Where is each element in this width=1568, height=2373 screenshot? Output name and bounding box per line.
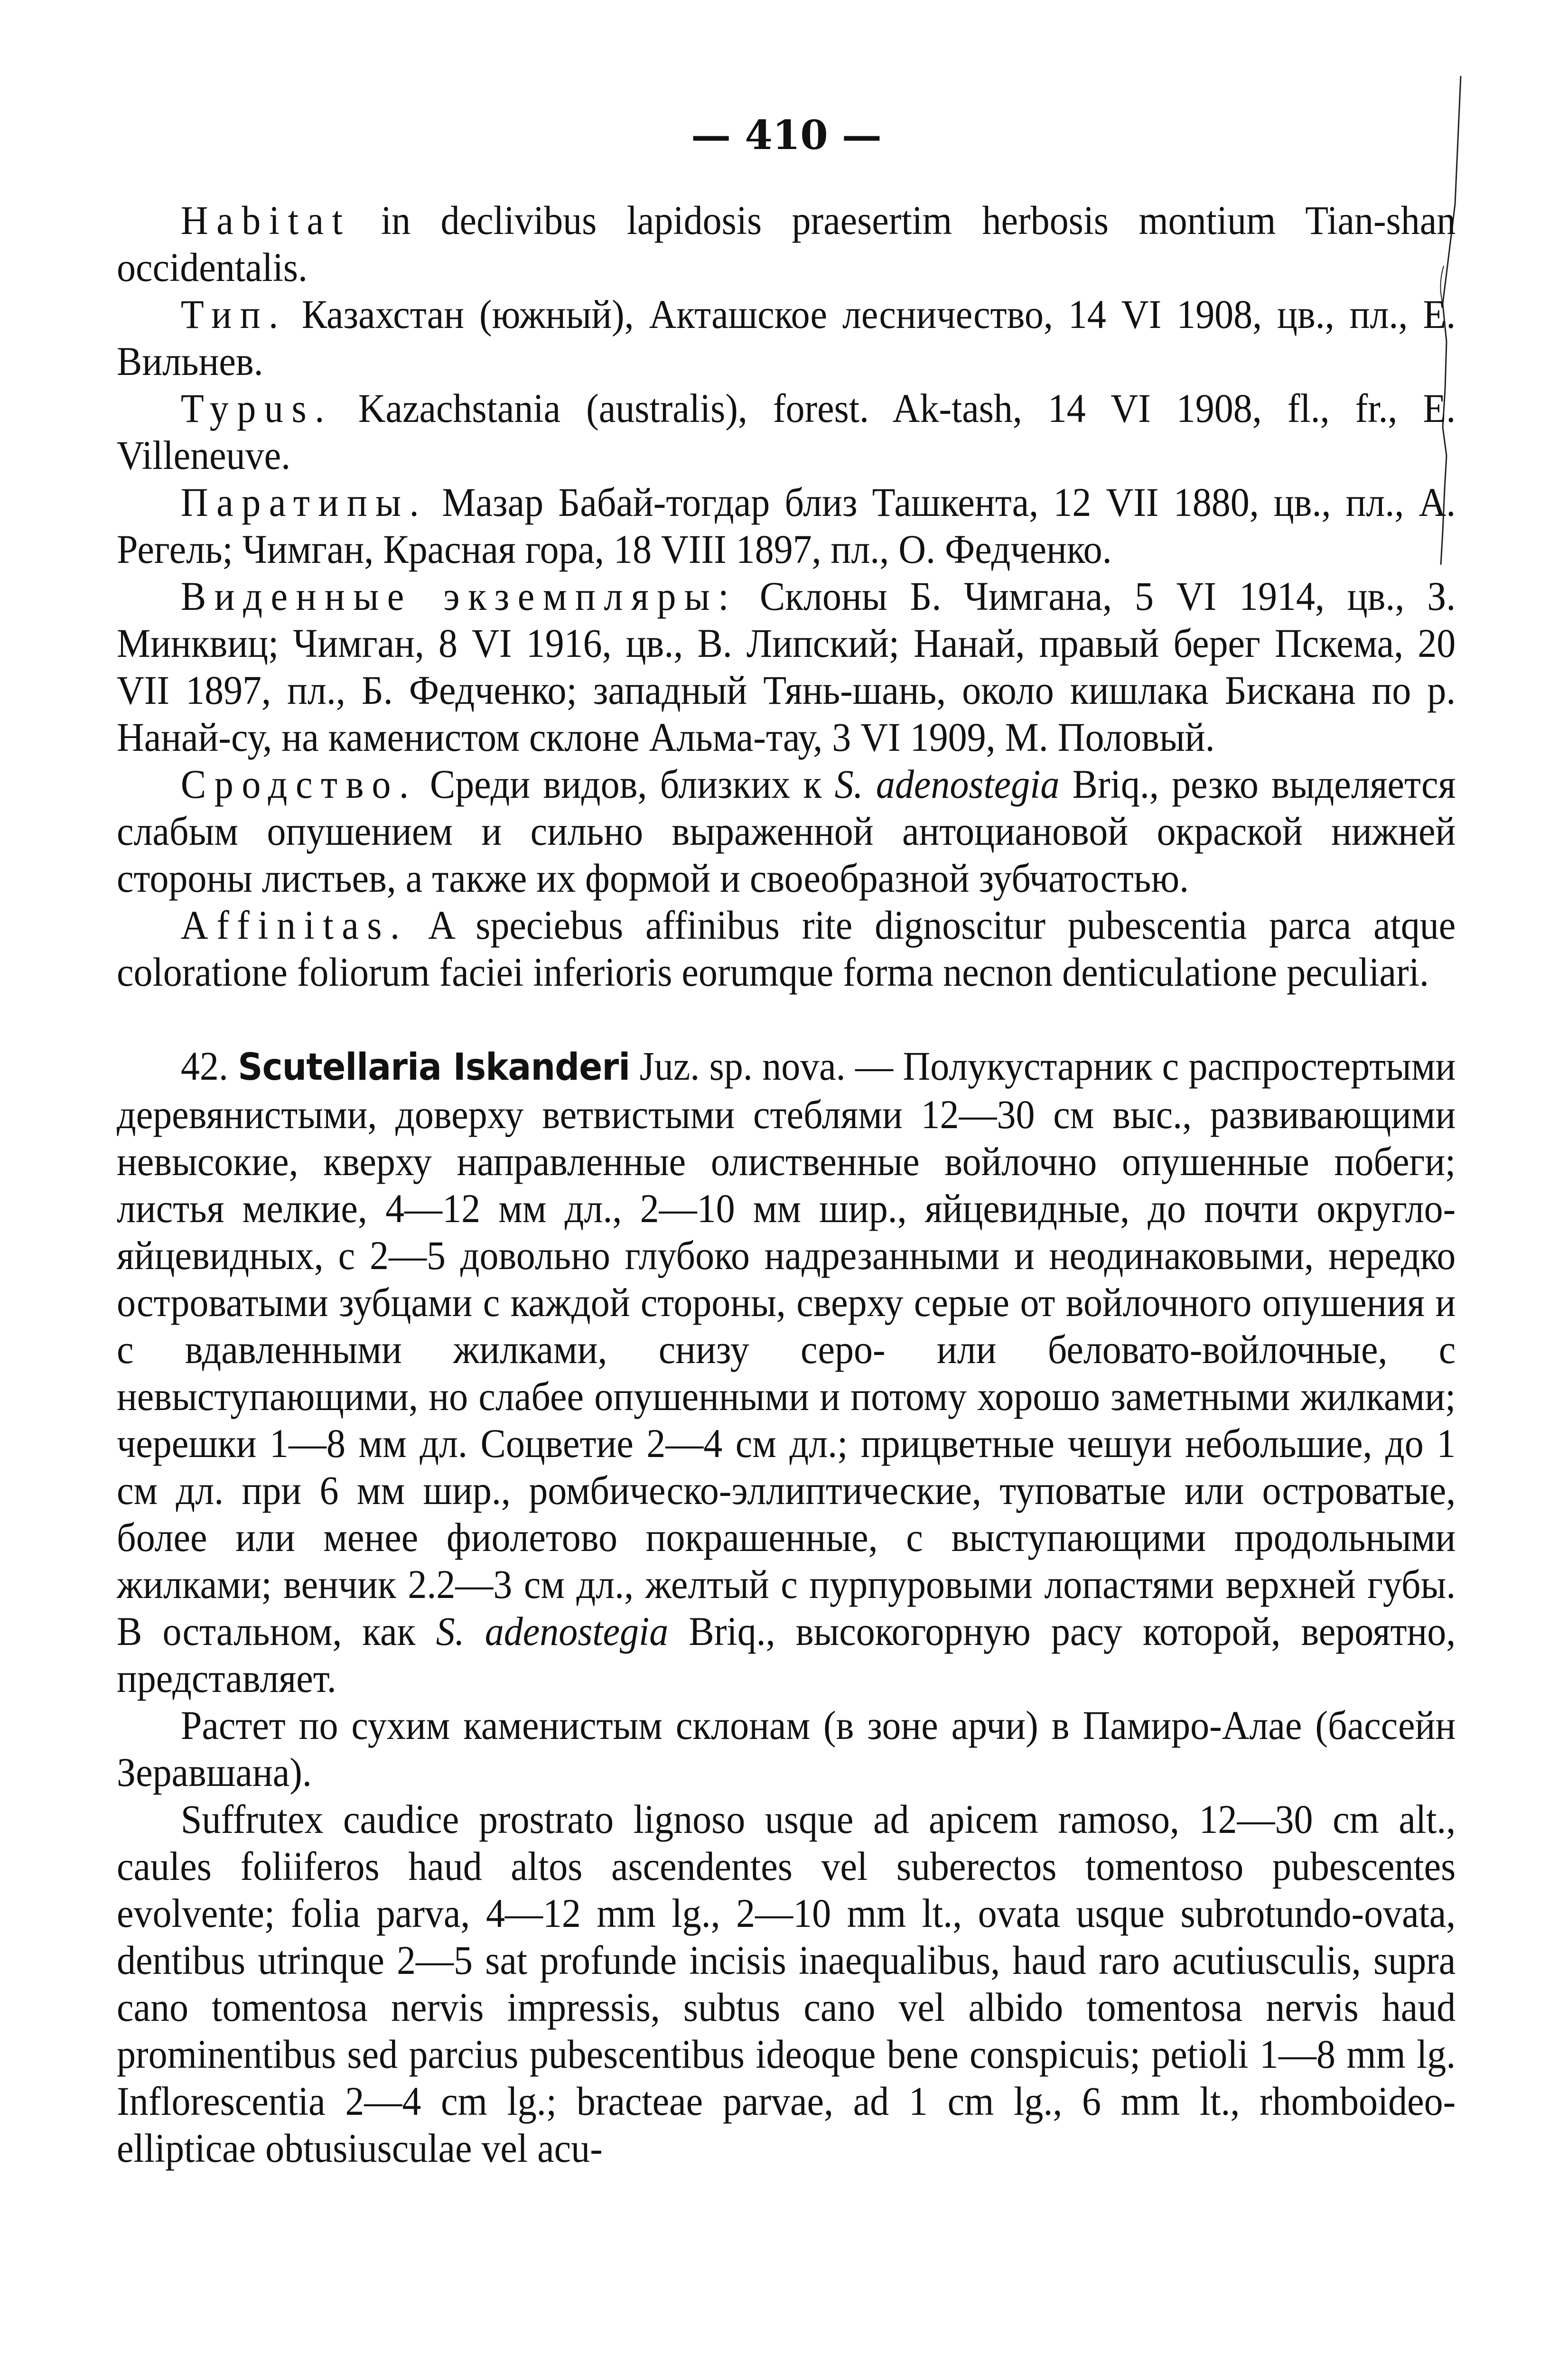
paragraph-text: Juz. sp. nova. — Полукустарник с распростертыми деревянистыми, доверху ветвистыми стеблями 12—30 см выс., развивающими невысокие, кверху направленные олиственные войлочно опушенные побеги; листья мелкие, 4—12 мм дл., 2—10 мм шир., яйцевидные, до почти округло-яйцевидных, с 2—5 довольно глубоко надрезанными и неодинаковыми, нередко островатыми зубцами с каждой стороны, сверху серые от войлочного опушения и с вдавленными жилками, снизу серо- или беловато-войлочные, с невыступающими, но слабее опушенными и потому хорошо заметными жилками; черешки 1—8 мм дл. Соцветие 2—4 см дл.; прицветные чешуи небольшие, до 1 см дл. при 6 мм шир., ромбическо-эллиптические, туповатые или островатые, более или менее фиолетово покрашенные, с выступающими продольными жилками; венчик 2.2—3 см дл., желтый с пурпуровыми лопастями верхней губы. В остальном, как (117, 1043, 1456, 1654)
paragraph-text: in declivibus lapidosis praesertim herbosis montium Tian-shan occidentalis. (117, 197, 1456, 290)
paragraph-habitat-ru (117, 1702, 1456, 1796)
paragraph-latin-description (117, 1796, 1456, 2172)
paragraph-text: Briq., резко выделяется слабым опушением и сильно выраженной антоциановой окраской нижней стороны листьев, а также их формой и своеобразной зубчатостью. (117, 761, 1456, 901)
species-name-italic: S. adenostegia (436, 1608, 669, 1654)
paragraph-text: Склоны Б. Чимгана, 5 VI 1914, цв., З. Минквиц; Чимган, 8 VI 1916, цв., В. Липский; Нанай, правый берег Пскема, 20 VII 1897, пл., Б. Федченко; западный Тянь-шань, около кишлака Бискана по р. Нанай-су, на каменистом склоне Альма-тау, 3 VI 1909, М. Половый. (117, 573, 1456, 760)
spaced-lead: Виденные экземпляры: (180, 573, 737, 619)
paragraph-text: Мазар Бабай-тогдар близ Ташкента, 12 VII 1880, цв., пл., А. Регель; Чимган, Красная гора, 18 VIII 1897, пл., О. Федченко. (117, 479, 1456, 572)
section-gap (117, 996, 1456, 1043)
paragraph-habitat (117, 197, 1456, 291)
species-number: 42. (180, 1043, 228, 1089)
paragraph-typus (117, 385, 1456, 479)
paragraph-affinity-ru (117, 761, 1456, 902)
spaced-lead: Паратипы. (180, 479, 428, 525)
spaced-lead: Тип. (180, 291, 287, 337)
page-number: — 410 — (691, 112, 882, 159)
spaced-lead: Affinitas. (180, 902, 408, 948)
paragraph-text: Briq., высокогорную расу которой, вероятно, представляет. (117, 1608, 1456, 1701)
paragraph-paratypes (117, 479, 1456, 573)
paragraph-text: A speciebus affinibus rite dignoscitur pubescentia parca atque coloratione foliorum faciei inferioris eorumque forma necnon denticulatione peculiari. (117, 902, 1456, 995)
paragraph-species-description (117, 1043, 1456, 1702)
species-name-italic: S. adenostegia (834, 761, 1060, 807)
page-body (117, 197, 1456, 2172)
paragraph-text: Kazachstania (australis), forest. Ak-tash, 14 VI 1908, fl., fr., E. Villeneuve. (117, 385, 1456, 478)
paragraph-text: Казахстан (южный), Акташское лесничество, 14 VI 1908, цв., пл., Е. Вильнев. (117, 291, 1456, 384)
paragraph-tip (117, 291, 1456, 385)
paragraph-text: Растет по сухим каменистым склонам (в зоне арчи) в Памиро-Алае (бассейн Зеравшана). (117, 1702, 1456, 1795)
spaced-lead: Сродство. (180, 761, 417, 807)
paragraph-specimens-seen (117, 573, 1456, 761)
spaced-lead: Habitat (180, 197, 351, 243)
spaced-lead: Typus. (180, 385, 333, 431)
paragraph-affinity-la (117, 902, 1456, 996)
paragraph-text: Suffrutex caudice prostrato lignoso usque ad apicem ramoso, 12—30 cm alt., caules foliiferos haud altos ascendentes vel suberectos tomentoso pubescentes evolvente; folia parva, 4—12 mm lg., 2—10 mm lt., ovata usque subrotundo-ovata, dentibus utrinque 2—5 sat profunde incisis inaequalibus, haud raro acutiusculis, supra cano tomentosa nervis impressis, subtus cano vel albido tomentosa nervis haud prominentibus sed parcius pubescentibus ideoque bene conspicuis; petioli 1—8 mm lg. Inflorescentia 2—4 cm lg.; bracteae parvae, ad 1 cm lg., 6 mm lt., rhomboideo-ellipticae obtusiusculae vel acu- (117, 1796, 1456, 2171)
species-title: Scutellaria Iskanderi (238, 1046, 630, 1089)
paragraph-text: Среди видов, близких к (417, 761, 835, 807)
